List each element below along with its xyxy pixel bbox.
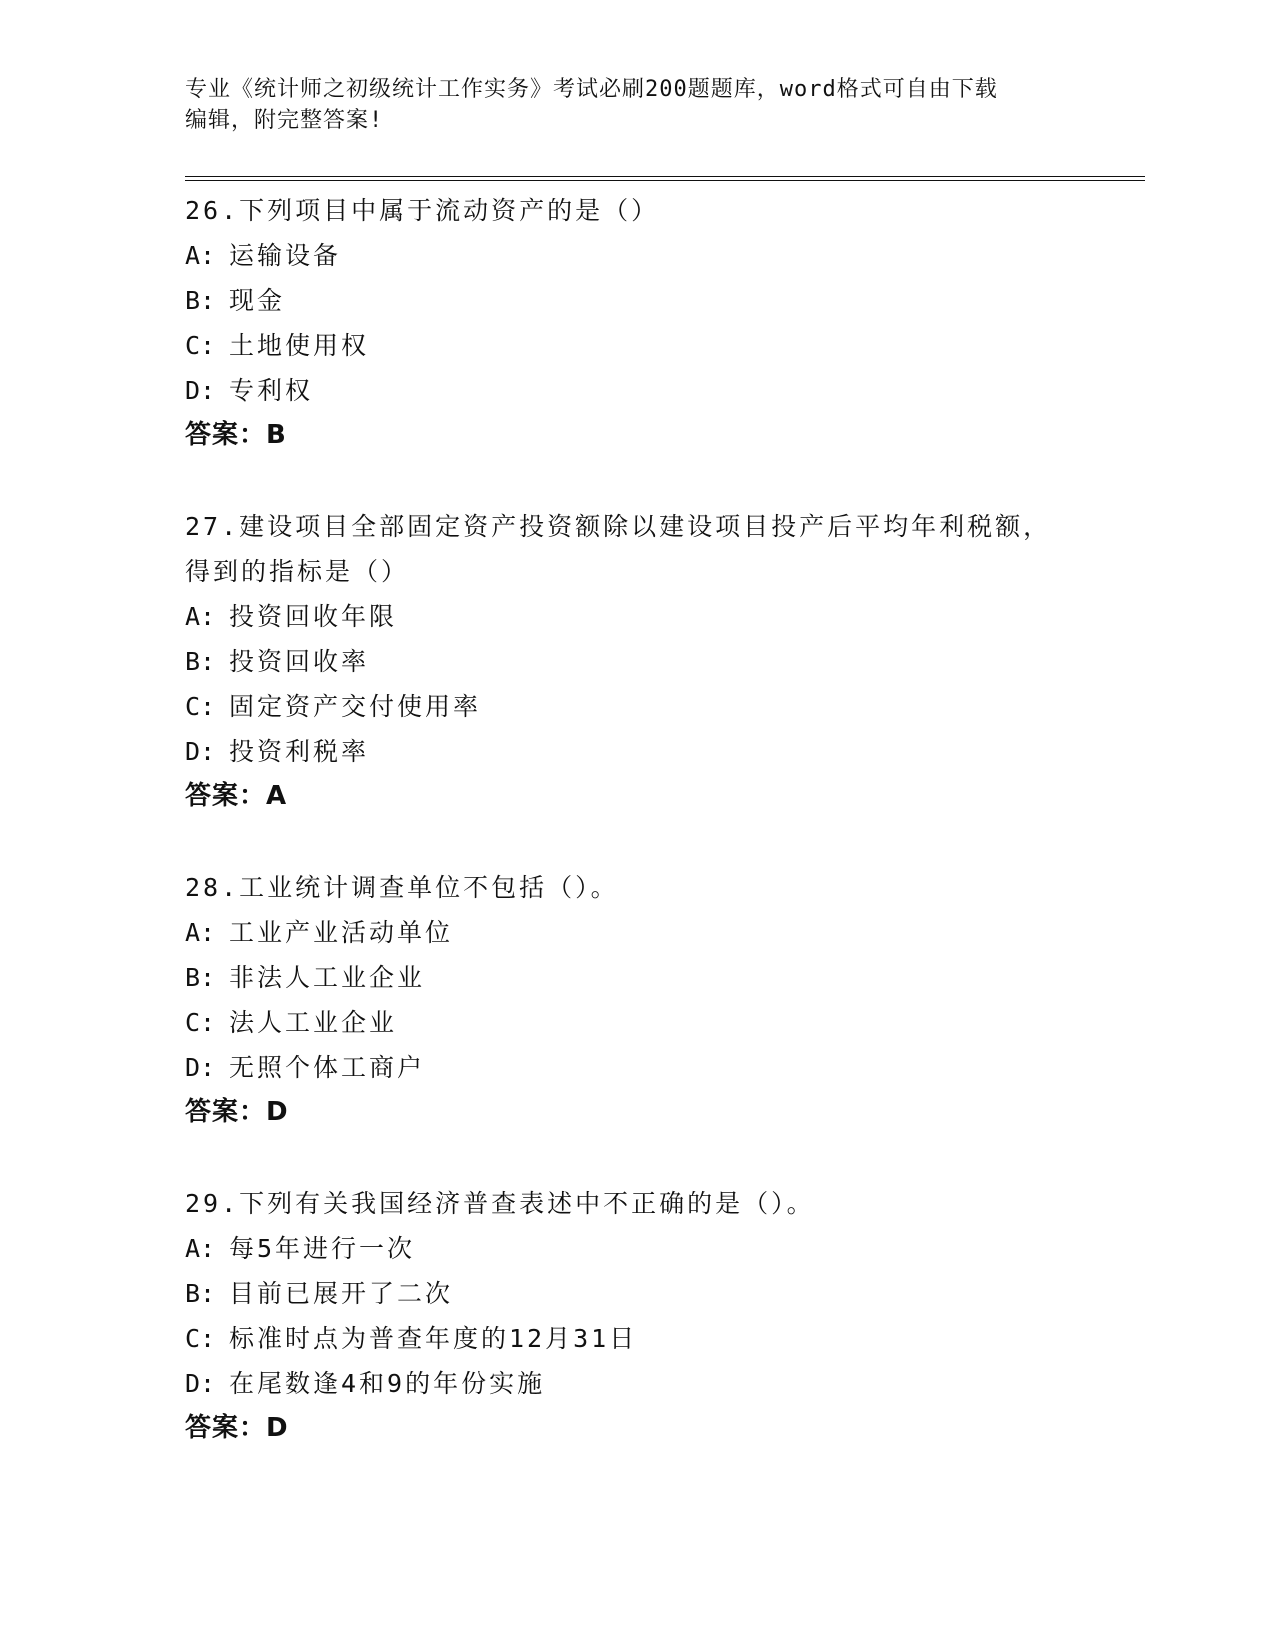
stem-line: 28.工业统计调查单位不包括（）。 bbox=[185, 873, 619, 902]
option-b bbox=[185, 1271, 1145, 1316]
answer-line: 答案：B bbox=[185, 420, 287, 450]
option-text: 土地使用权 bbox=[229, 331, 370, 360]
option-c bbox=[185, 684, 1145, 729]
option-text: 投资回收年限 bbox=[229, 602, 398, 631]
option-d bbox=[185, 1361, 1145, 1406]
option-d bbox=[185, 368, 1145, 413]
stem-line: 27.建设项目全部固定资产投资额除以建设项目投产后平均年利税额， bbox=[185, 512, 1052, 541]
option-text: 无照个体工商户 bbox=[229, 1053, 426, 1082]
option-d bbox=[185, 1045, 1145, 1090]
option-letter: C: bbox=[185, 331, 216, 360]
option-c bbox=[185, 323, 1145, 368]
option-b bbox=[185, 955, 1145, 1000]
answer-line: 答案：D bbox=[185, 1413, 289, 1443]
question-27 bbox=[185, 504, 1145, 819]
header-line-2: 编辑，附完整答案! bbox=[185, 108, 384, 133]
option-letter: D: bbox=[185, 1369, 216, 1398]
document-header bbox=[185, 74, 1065, 136]
option-text: 法人工业企业 bbox=[229, 1008, 398, 1037]
stem-line: 29.下列有关我国经济普查表述中不正确的是（）。 bbox=[185, 1189, 815, 1218]
option-letter: A: bbox=[185, 918, 216, 947]
question-list bbox=[185, 188, 1145, 1497]
option-letter: C: bbox=[185, 692, 216, 721]
option-text: 投资回收率 bbox=[229, 647, 370, 676]
answer-line: 答案：A bbox=[185, 781, 288, 811]
stem-line: 26.下列项目中属于流动资产的是（） bbox=[185, 196, 660, 225]
question-stem bbox=[185, 1181, 1145, 1226]
question-stem bbox=[185, 865, 1145, 910]
question-stem bbox=[185, 188, 1145, 233]
option-letter: B: bbox=[185, 286, 216, 315]
header-double-rule bbox=[185, 176, 1145, 181]
option-b bbox=[185, 639, 1145, 684]
question-29 bbox=[185, 1181, 1145, 1451]
stem-line: 得到的指标是（） bbox=[185, 557, 410, 586]
option-letter: D: bbox=[185, 376, 216, 405]
option-letter: C: bbox=[185, 1324, 216, 1353]
option-text: 标准时点为普查年度的12月31日 bbox=[229, 1324, 638, 1353]
option-text: 投资利税率 bbox=[229, 737, 370, 766]
option-a bbox=[185, 233, 1145, 278]
option-letter: B: bbox=[185, 647, 216, 676]
header-line-1: 专业《统计师之初级统计工作实务》考试必刷200题题库，word格式可自由下载 bbox=[185, 77, 998, 102]
option-letter: D: bbox=[185, 737, 216, 766]
option-text: 专利权 bbox=[229, 376, 314, 405]
question-28 bbox=[185, 865, 1145, 1135]
option-text: 固定资产交付使用率 bbox=[229, 692, 482, 721]
option-text: 在尾数逢4和9的年份实施 bbox=[229, 1369, 546, 1398]
option-text: 运输设备 bbox=[229, 241, 342, 270]
option-letter: B: bbox=[185, 1279, 216, 1308]
option-a bbox=[185, 1226, 1145, 1271]
option-letter: B: bbox=[185, 963, 216, 992]
answer-line: 答案：D bbox=[185, 1097, 289, 1127]
option-letter: A: bbox=[185, 602, 216, 631]
option-text: 现金 bbox=[229, 286, 286, 315]
option-b bbox=[185, 278, 1145, 323]
question-26 bbox=[185, 188, 1145, 458]
question-stem bbox=[185, 504, 1145, 594]
option-text: 目前已展开了二次 bbox=[229, 1279, 454, 1308]
option-letter: C: bbox=[185, 1008, 216, 1037]
option-c bbox=[185, 1000, 1145, 1045]
option-letter: D: bbox=[185, 1053, 216, 1082]
option-letter: A: bbox=[185, 241, 216, 270]
option-d bbox=[185, 729, 1145, 774]
option-a bbox=[185, 594, 1145, 639]
option-text: 工业产业活动单位 bbox=[229, 918, 454, 947]
option-a bbox=[185, 910, 1145, 955]
option-letter: A: bbox=[185, 1234, 216, 1263]
option-text: 每5年进行一次 bbox=[229, 1234, 416, 1263]
option-text: 非法人工业企业 bbox=[229, 963, 426, 992]
option-c bbox=[185, 1316, 1145, 1361]
